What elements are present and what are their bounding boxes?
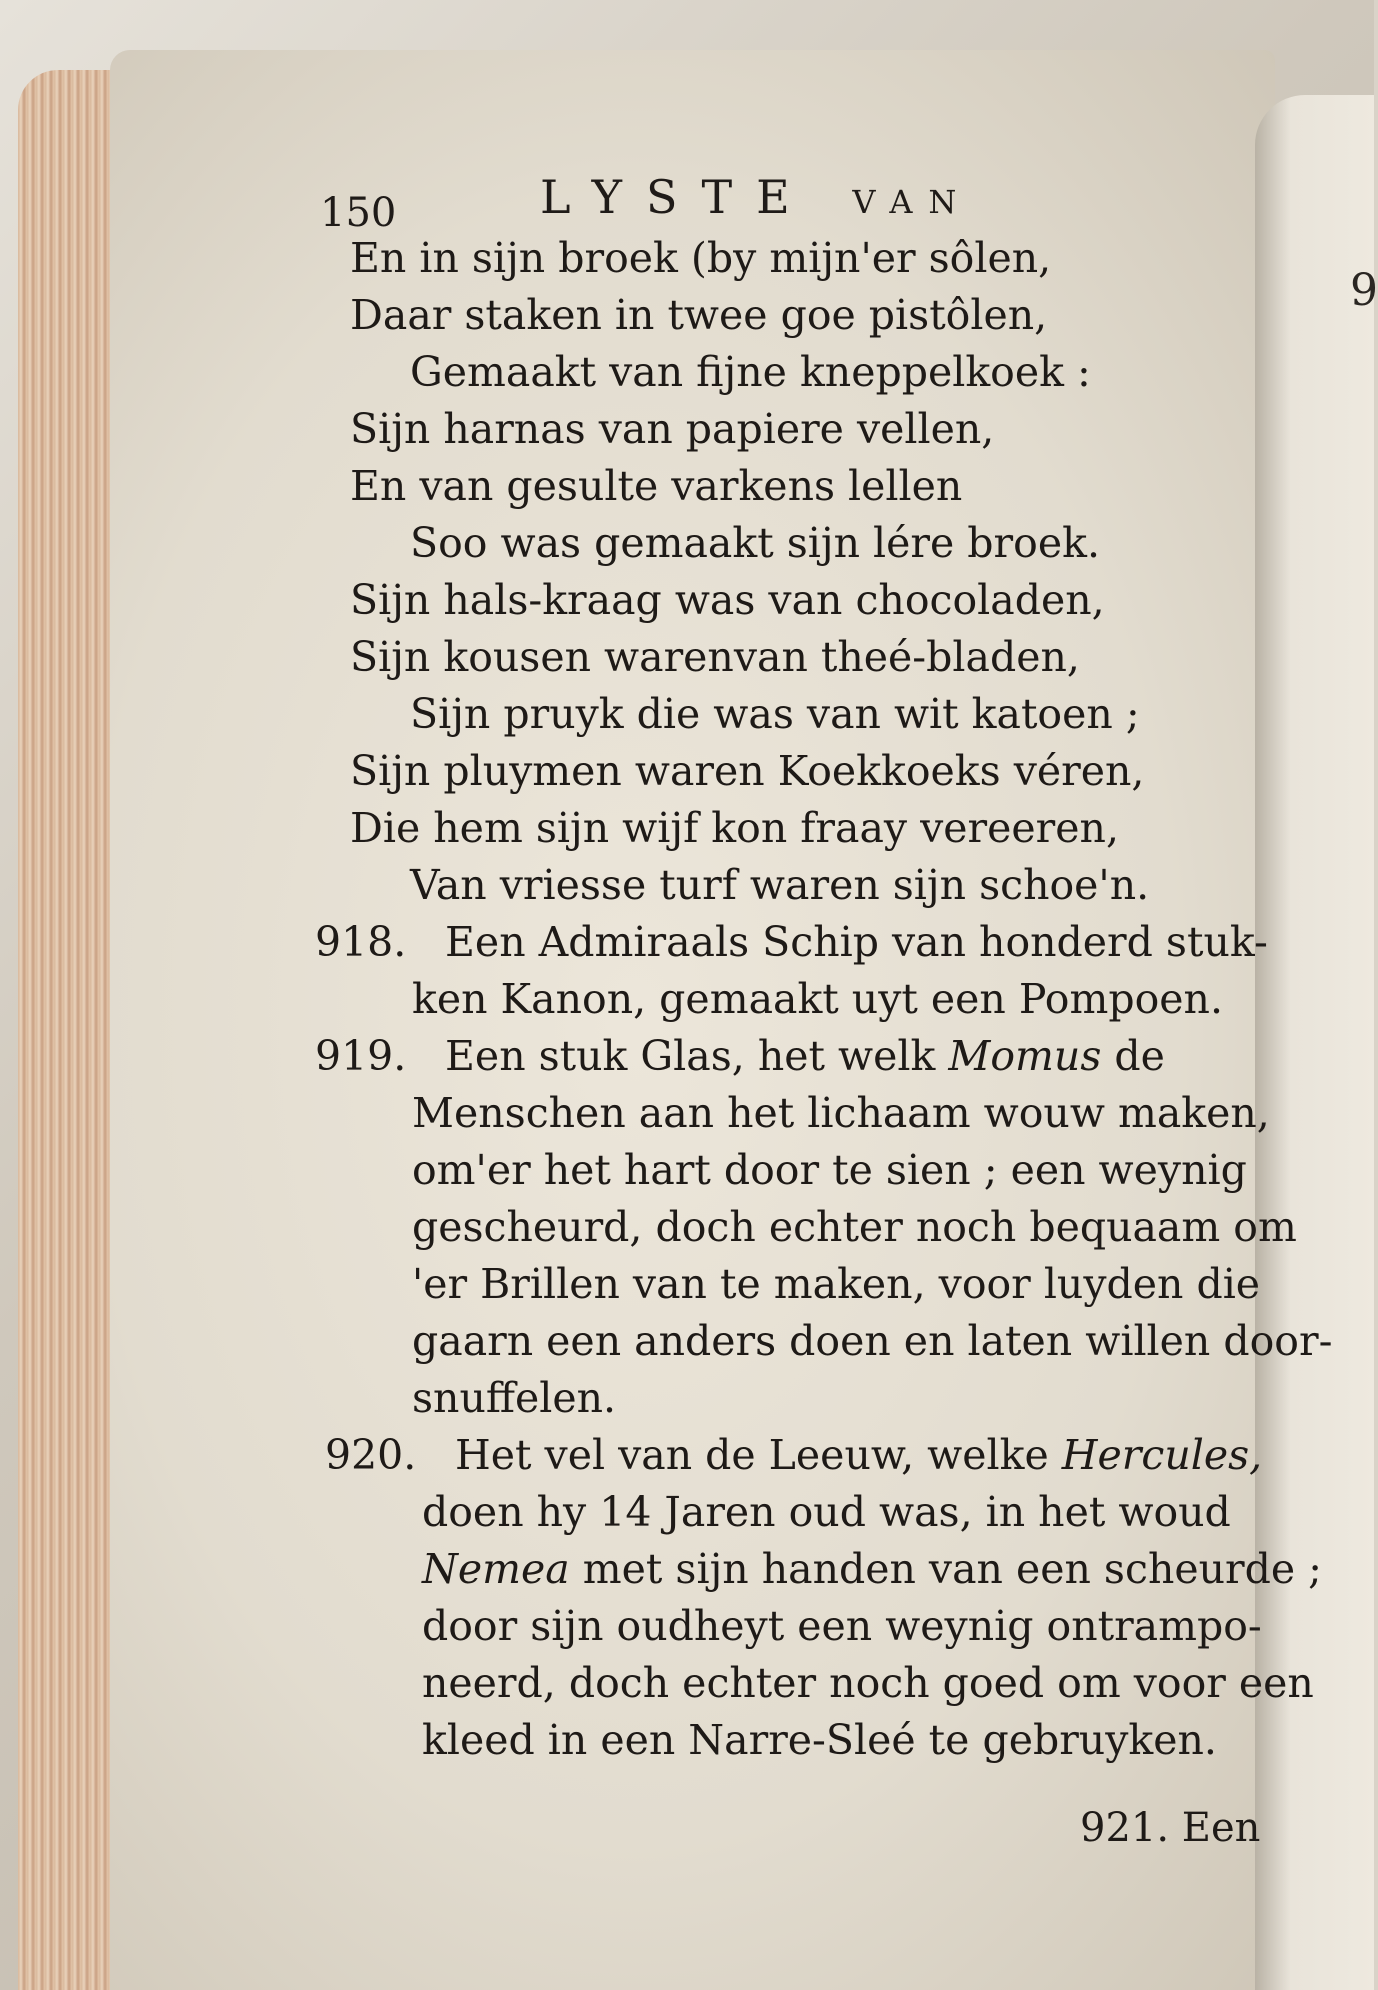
entry-text	[330, 1431, 1262, 1479]
poem-line: En van gesulte varkens lellen	[350, 462, 963, 510]
poem-line: Daar staken in twee goe pistôlen,	[350, 291, 1048, 339]
poem-line: Die hem sijn wijf kon fraay vereeren,	[350, 804, 1119, 852]
entry-italic-name: Momus	[948, 1032, 1102, 1080]
entry-920-first-line	[325, 1427, 1280, 1484]
entry-line: door sijn oudheyt een weynig ontrampo-	[422, 1602, 1262, 1650]
entry-line: Menschen aan het lichaam wouw maken,	[412, 1089, 1270, 1137]
poem-line: Sijn kousen warenvan theé-bladen,	[350, 633, 1080, 681]
entry-line: kleed in een Narre-Sleé te gebruyken.	[422, 1716, 1217, 1764]
entry-text-part: Het vel van de Leeuw, welke	[455, 1431, 1062, 1479]
entry-line: doen hy 14 Jaren oud was, in het woud	[422, 1488, 1231, 1536]
entry-line	[350, 1541, 1322, 1598]
running-title-main: LYSTE	[540, 170, 814, 224]
entry-italic-name: Nemea	[422, 1545, 570, 1593]
entry-number: 918.	[315, 918, 407, 966]
poem-line: Sijn harnas van papiere vellen,	[350, 405, 995, 453]
catchword: 921. Een	[1080, 1805, 1261, 1851]
entry-line: gescheurd, doch echter noch bequaam om	[412, 1203, 1297, 1251]
facing-page-number: 9	[1350, 265, 1378, 316]
poem-line: Sijn pruyk die was van wit katoen ;	[410, 690, 1140, 738]
entry-919-first-line	[315, 1028, 1280, 1085]
entry-line: om'er het hart door te sien ; een weynig	[412, 1146, 1247, 1194]
entry-line: 'er Brillen van te maken, voor luyden die	[412, 1260, 1261, 1308]
entry-line: ken Kanon, gemaakt uyt een Pompoen.	[412, 975, 1223, 1023]
poem-line: Van vriesse turf waren sijn schoe'n.	[410, 861, 1150, 909]
entry-text	[320, 1032, 1165, 1080]
running-title-small: VAN	[852, 183, 973, 221]
entry-number: 919.	[315, 1032, 407, 1080]
running-title	[540, 170, 972, 224]
entry-text-part: Een stuk Glas, het welk	[445, 1032, 949, 1080]
entry-text-part: met sijn handen van een scheurde ;	[569, 1545, 1322, 1593]
entry-text: Een Admiraals Schip van honderd stuk-	[445, 918, 1268, 966]
entry-italic-name: Hercules,	[1061, 1431, 1263, 1479]
page-number: 150	[320, 190, 397, 236]
entry-number: 920.	[325, 1431, 417, 1479]
entry-text-part: de	[1101, 1032, 1165, 1080]
poem-line: En in sijn broek (by mijn'er sôlen,	[350, 234, 1052, 282]
entry-line: neerd, doch echter noch goed om voor een	[422, 1659, 1314, 1707]
entry-line: snuffelen.	[412, 1374, 617, 1422]
entry-918-first-line	[315, 914, 1280, 971]
entry-line: gaarn een anders doen en laten willen door-	[412, 1317, 1333, 1365]
poem-line: Sijn pluymen waren Koekkoeks véren,	[350, 747, 1145, 795]
poem-line: Gemaakt van fijne kneppelkoek :	[410, 348, 1091, 396]
page-text	[315, 230, 1333, 1769]
poem-line: Soo was gemaakt sijn lére broek.	[410, 519, 1100, 567]
poem-line: Sijn hals-kraag was van chocoladen,	[350, 576, 1105, 624]
